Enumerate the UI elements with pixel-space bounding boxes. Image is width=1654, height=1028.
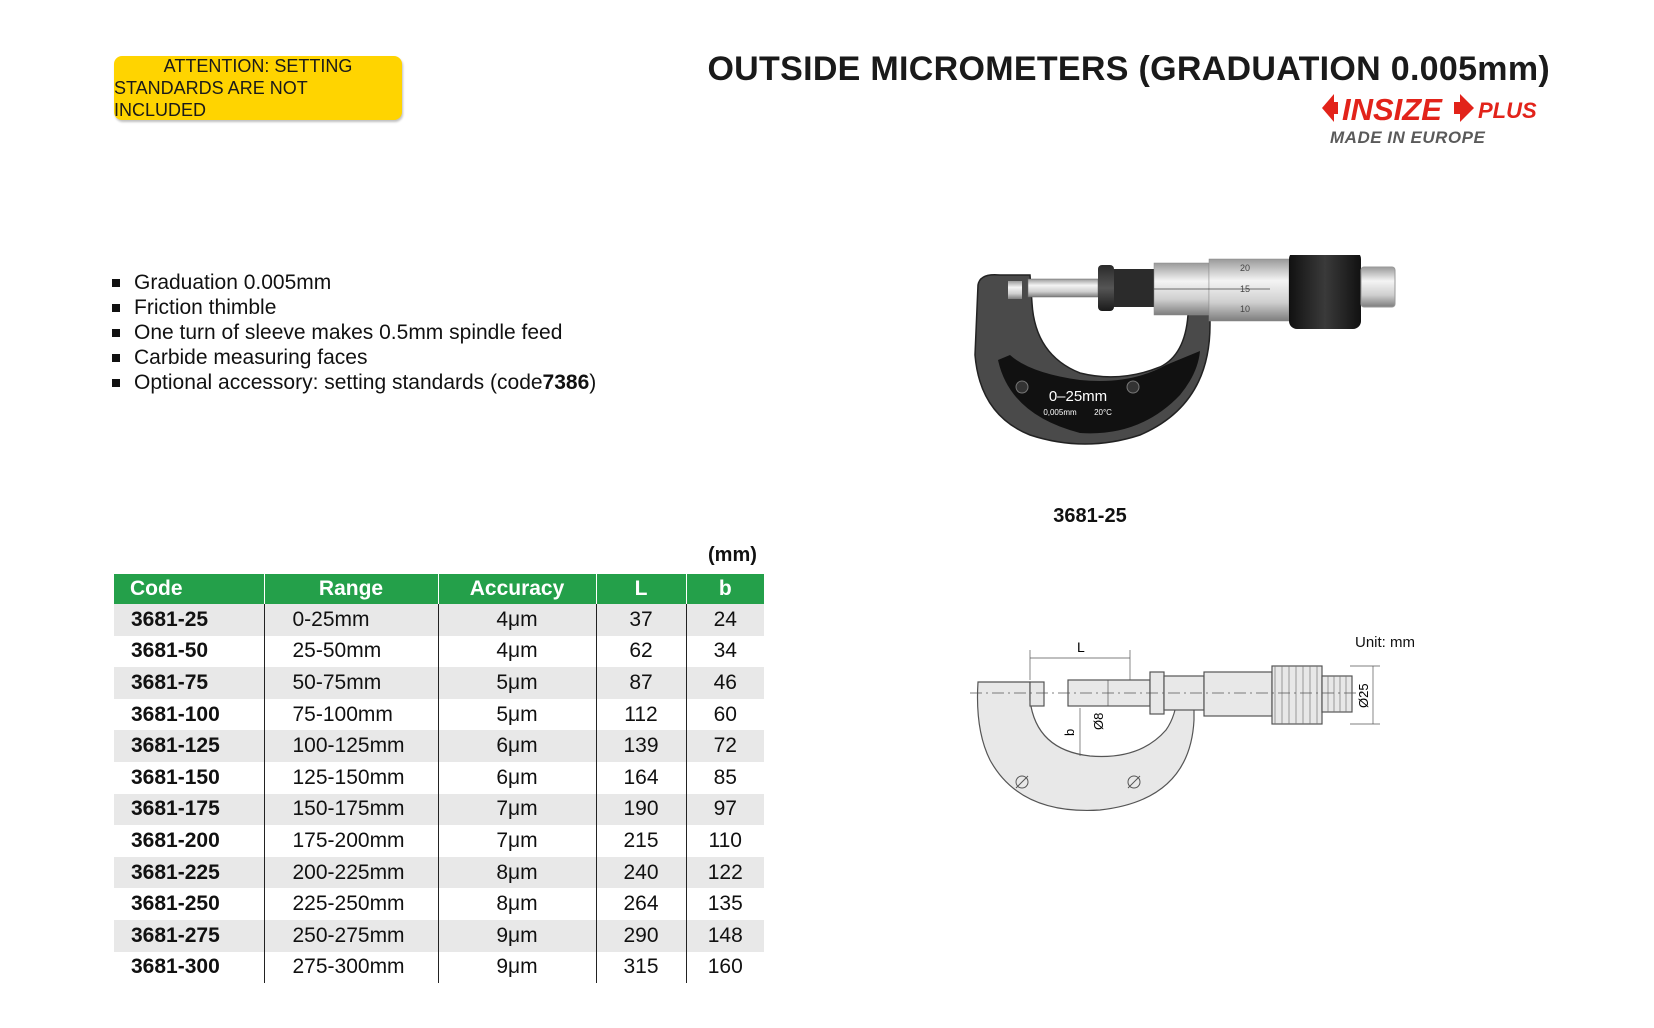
- cell-code: 3681-175: [114, 794, 264, 826]
- cell-l: 190: [596, 794, 686, 826]
- cell-range: 200-225mm: [264, 857, 438, 889]
- cell-b: 160: [686, 952, 764, 984]
- cell-code: 3681-300: [114, 952, 264, 984]
- cell-range: 175-200mm: [264, 825, 438, 857]
- drawing-unit: Unit: mm: [1355, 634, 1415, 651]
- thimble-mark: 10: [1240, 304, 1251, 314]
- table-row: [114, 794, 764, 826]
- spindle: [1028, 279, 1098, 297]
- ratchet-outline: [1322, 676, 1352, 712]
- cell-accuracy: 7μm: [438, 794, 596, 826]
- cell-accuracy: 8μm: [438, 857, 596, 889]
- bullet-icon: [112, 379, 120, 387]
- cell-code: 3681-150: [114, 762, 264, 794]
- cell-l: 87: [596, 667, 686, 699]
- table-row: [114, 762, 764, 794]
- screw-icon: [1016, 381, 1028, 393]
- cell-accuracy: 5μm: [438, 667, 596, 699]
- dimension-d8-label: Ø8: [1091, 712, 1106, 730]
- cell-range: 150-175mm: [264, 794, 438, 826]
- thimble-mark: 20: [1240, 263, 1251, 273]
- cell-l: 215: [596, 825, 686, 857]
- cell-code: 3681-50: [114, 636, 264, 668]
- cell-b: 148: [686, 920, 764, 952]
- cell-range: 0-25mm: [264, 604, 438, 636]
- bullet-icon: [112, 279, 120, 287]
- cell-l: 112: [596, 699, 686, 731]
- header-range: Range: [264, 574, 438, 604]
- table-unit: (mm): [708, 544, 757, 566]
- table-row: [114, 825, 764, 857]
- table-row: [114, 952, 764, 984]
- cell-b: 110: [686, 825, 764, 857]
- logo-left-arrow: [1322, 94, 1338, 122]
- cell-accuracy: 5μm: [438, 699, 596, 731]
- spec-table: [114, 574, 764, 983]
- dimension-d25-label: Ø25: [1356, 683, 1371, 708]
- brand-name: INSIZE: [1342, 92, 1442, 127]
- cell-range: 250-275mm: [264, 920, 438, 952]
- cell-accuracy: 9μm: [438, 920, 596, 952]
- page-title: OUTSIDE MICROMETERS (GRADUATION 0.005mm): [707, 50, 1550, 88]
- cell-range: 75-100mm: [264, 699, 438, 731]
- lock-ring: [1098, 265, 1114, 311]
- logo-right-arrow: [1454, 94, 1474, 122]
- feature-item: Graduation 0.005mm: [112, 270, 596, 295]
- table-row: [114, 604, 764, 636]
- cell-b: 122: [686, 857, 764, 889]
- table-row: [114, 699, 764, 731]
- frame-graduation-label: 0,005mm: [1043, 408, 1077, 417]
- table-row: [114, 667, 764, 699]
- table-row: [114, 888, 764, 920]
- cell-accuracy: 9μm: [438, 952, 596, 984]
- cell-l: 240: [596, 857, 686, 889]
- cell-l: 62: [596, 636, 686, 668]
- cell-code: 3681-200: [114, 825, 264, 857]
- brand-suffix: PLUS: [1478, 98, 1537, 123]
- cell-range: 275-300mm: [264, 952, 438, 984]
- cell-code: 3681-75: [114, 667, 264, 699]
- cell-range: 50-75mm: [264, 667, 438, 699]
- cell-accuracy: 6μm: [438, 762, 596, 794]
- thimble-outline: [1204, 672, 1272, 716]
- cell-b: 72: [686, 730, 764, 762]
- cell-range: 100-125mm: [264, 730, 438, 762]
- cell-code: 3681-250: [114, 888, 264, 920]
- frame-temp-label: 20°C: [1094, 408, 1112, 417]
- cell-accuracy: 4μm: [438, 636, 596, 668]
- cell-b: 85: [686, 762, 764, 794]
- cell-accuracy: 4μm: [438, 604, 596, 636]
- anvil: [1008, 281, 1022, 299]
- cell-l: 264: [596, 888, 686, 920]
- attention-line-1: ATTENTION: SETTING: [163, 56, 353, 76]
- bullet-icon: [112, 304, 120, 312]
- bullet-icon: [112, 329, 120, 337]
- sleeve-base: [1114, 269, 1154, 307]
- ratchet-cap: [1361, 267, 1395, 307]
- cell-code: 3681-25: [114, 604, 264, 636]
- cell-accuracy: 7μm: [438, 825, 596, 857]
- feature-item: Carbide measuring faces: [112, 345, 596, 370]
- table-header-row: [114, 574, 764, 604]
- header-code: Code: [114, 574, 264, 604]
- cell-code: 3681-275: [114, 920, 264, 952]
- cell-l: 139: [596, 730, 686, 762]
- brand-tagline: MADE IN EUROPE: [1330, 128, 1486, 147]
- micrometer-drawing: [970, 630, 1430, 850]
- attention-notice: [114, 56, 402, 120]
- feature-item: One turn of sleeve makes 0.5mm spindle feed: [112, 320, 596, 345]
- insize-plus-logo: [1320, 88, 1550, 128]
- cell-l: 164: [596, 762, 686, 794]
- screw-icon: [1127, 381, 1139, 393]
- frame-range-label: 0–25mm: [1048, 388, 1108, 405]
- cell-range: 225-250mm: [264, 888, 438, 920]
- cell-b: 46: [686, 667, 764, 699]
- feature-list: [112, 270, 596, 395]
- cell-b: 34: [686, 636, 764, 668]
- attention-line-2: STANDARDS ARE NOT INCLUDED: [114, 78, 308, 120]
- table-row: [114, 730, 764, 762]
- cell-code: 3681-225: [114, 857, 264, 889]
- feature-item: Optional accessory: setting standards (code 7386 ): [112, 370, 596, 395]
- feature-item: Friction thimble: [112, 295, 596, 320]
- bullet-icon: [112, 354, 120, 362]
- header-b: b: [686, 574, 764, 604]
- cell-b: 24: [686, 604, 764, 636]
- friction-thimble: [1289, 255, 1361, 329]
- table-body: [114, 604, 764, 983]
- cell-l: 290: [596, 920, 686, 952]
- cell-b: 97: [686, 794, 764, 826]
- header-l: L: [596, 574, 686, 604]
- thimble-mark: 15: [1240, 284, 1251, 294]
- cell-range: 125-150mm: [264, 762, 438, 794]
- cell-b: 135: [686, 888, 764, 920]
- table-row: [114, 857, 764, 889]
- cell-l: 315: [596, 952, 686, 984]
- photo-caption: 3681-25: [1053, 505, 1127, 527]
- table-row: [114, 636, 764, 668]
- header-accuracy: Accuracy: [438, 574, 596, 604]
- cell-accuracy: 6μm: [438, 730, 596, 762]
- cell-l: 37: [596, 604, 686, 636]
- dimension-l-label: L: [1077, 639, 1085, 655]
- cell-code: 3681-125: [114, 730, 264, 762]
- friction-outline: [1272, 666, 1322, 724]
- cell-range: 25-50mm: [264, 636, 438, 668]
- dimension-b-label: b: [1062, 728, 1077, 736]
- micrometer-photo: [970, 255, 1490, 470]
- table-row: [114, 920, 764, 952]
- cell-code: 3681-100: [114, 699, 264, 731]
- anvil-outline: [1030, 682, 1044, 706]
- cell-accuracy: 8μm: [438, 888, 596, 920]
- cell-b: 60: [686, 699, 764, 731]
